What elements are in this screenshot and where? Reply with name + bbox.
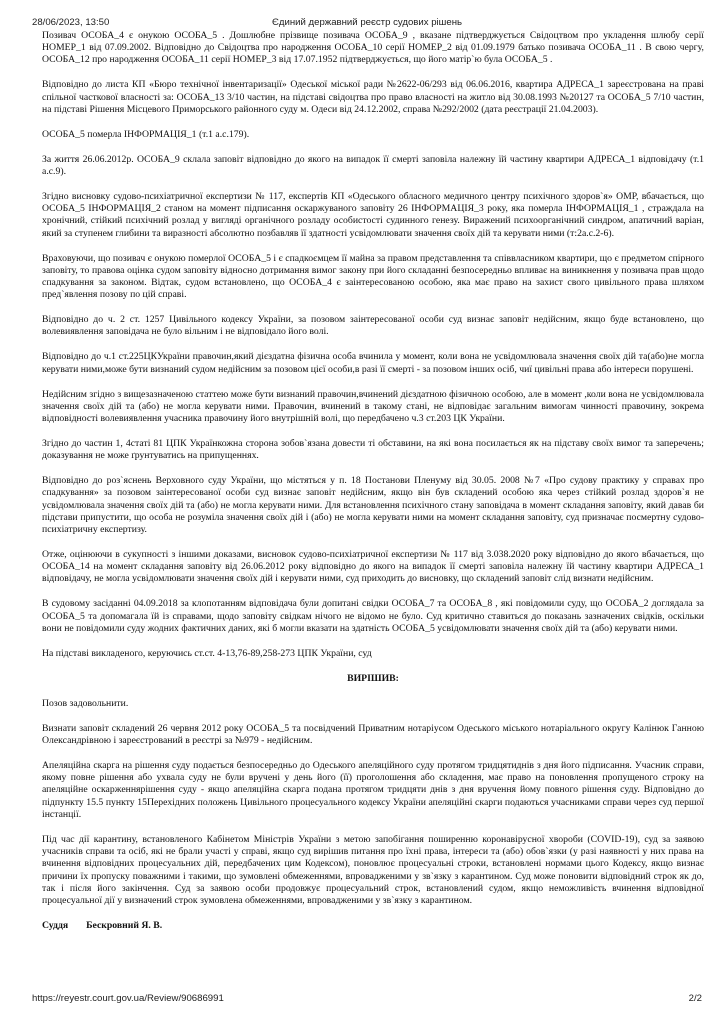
registry-title: Єдиний державний реєстр судових рішень <box>271 17 462 28</box>
paragraph: На підставі викладеного, керуючись ст.ст. 4-13,76-89,258-273 ЦПК України, суд <box>42 647 372 659</box>
page-header <box>32 17 702 29</box>
decision-paragraph: Позов задовольнити. <box>42 697 129 709</box>
paragraph: За життя 26.06.2012р. ОСОБА_9 склала заповіт відповідно до якого на випадок її смерті заповіла належну їй частину квартири АДРЕСА_1 відповідачу (т.1 а.с.9). <box>42 153 704 178</box>
paragraph: Враховуючи, що позивач є онукою померлої ОСОБА_5 і є спадкоємцем її майна за правом представлення та співвласником квартири, що є предметом спірного заповіту, то правова оцінка судом заповіту відносно дотримання вимог закону при його складанні безпосередньо впливає на виникнення у позивача прав щодо спадкування за законом. Відтак, судом встановлено, що ОСОБА_4 є заінтересованою особою, яка має право на захист свого цивільного права шляхом пред`явлення позову по цій справі. <box>42 252 704 301</box>
paragraph: Згідно до частин 1, 4статі 81 ЦПК Українкожна сторона зобов`язана довести ті обставини, на які вона посилається як на підставу своїх вимог та заперечень; доказування не може ґрунтуватись на припущеннях. <box>42 438 704 462</box>
decision-paragraph: Під час дії карантину, встановленого Кабінетом Міністрів України з метою запобігання поширенню коронавірусної хвороби (COVID-19), суд за заявою учасників справи та осіб, які не брали участі у справі, якщо суд вирішив питання про їхні права, інтереси та (або) обов`язки (у разі наявності у них права на вчинення відповідних процесуальних дій, передбачених цим Кодексом), поновлює процесуальні строки, встановлені нормами цього Кодексу, якщо визнає причини їх пропуску поважними і такими, що зумовлені обмеженнями, впровадженими у зв`язку з карантином. Суд може поновити відповідний строк як до, так і після його закінчення. Суд за заявою особи продовжує процесуальний строк, встановлений судом, якщо неможливість вчинення відповідної процесуальної дії у визначений строк зумовлена обмеженнями, впровадженими у зв`язку з карантином. <box>42 833 704 906</box>
page-footer <box>32 993 702 1005</box>
paragraph: Отже, оцінюючи в сукупності з іншими доказами, висновок судово-психіатричної експертизи № 117 від 3.038.2020 року відповідно до якого вбачається, що ОСОБА_14 на момент складання заповіту від 26.06.2012 року відповідно до якого на випадок її смерті заповіла належну їй частину квартири АДРЕСА_1 відповідачу, не могла усвідомлювати значення своїх дій і керувати ними, суд приходить до висновку, що складений заповіт слід визнати недійсним. <box>42 549 704 585</box>
decision-heading: ВИРІШИВ: <box>347 672 399 684</box>
paragraph: Відповідно до ч.1 ст.225ЦКУкраїни правочин,який дієздатна фізична особа вчинила у момент, коли вона не усвідомлювала значення своїх дій та(або)не могла керувати ними,може бути визнаний судом недійсним за позовом цієї особи,в разі її смерті - за позовом інших осіб, чиї цивільні права або інтереси порушені. <box>42 351 704 375</box>
judge-name: Бескровний Я. В. <box>86 919 163 931</box>
paragraph: В судовому засіданні 04.09.2018 за клопотанням відповідача були допитані свідки ОСОБА_7 та ОСОБА_8 , які повідомили суду, що ОСОБА_2 доглядала за ОСОБА_5 та допомагала їй із справами, щодо заповіту свідкам нічого не відомо не було. Суд критично ставиться до показань зазначених свідків, оскільки вони не повідомили суду жодних фактичних даних, які б могли вказати на здатність ОСОБА_5 усвідомлювати значення своїх дій та (або) керувати ними. <box>42 598 704 634</box>
paragraph: Відповідно до роз`яснень Верховного суду України, що містяться у п. 18 Постанови Пленуму від 30.05. 2008 №7 «Про судову практику у справах про спадкування» за позовом заінтересованої особи суд визнає заповіт недійсним, якщо він був складений особою яка через стійкий розлад здоров`я не усвідомлювала значення своїх дій та (або) не могла керувати ними. Для встановлення психічного стану заповідача в момент складання заповіту, який давав би підстави припустити, що особа не розуміла значення своїх дій і (або) не могла керувати ними на момент складання заповіту, суд призначає посмертну судово-психіатричну експертизу. <box>42 475 704 536</box>
paragraph: Позивач ОСОБА_4 є онукою ОСОБА_5 . Дошлюбне прізвище позивача ОСОБА_9 , вказане підтверджується Свідоцтвом про укладення шлюбу серії НОМЕР_1 від 07.09.2002. Відповідно до Свідоцтва про народження ОСОБА_10 серії НОМЕР_2 від 01.09.1979 батько позивача ОСОБА_11 . В свою чергу, ОСОБА_12 про народження ОСОБА_11 серії НОМЕР_3 від 17.07.1952 підтверджується, що його матір`ю була ОСОБА_5 . <box>42 30 704 66</box>
paragraph: ОСОБА_5 померла ІНФОРМАЦІЯ_1 (т.1 а.с.179). <box>42 128 250 140</box>
document-url[interactable]: https://reyestr.court.gov.ua/Review/90686991 <box>32 993 224 1004</box>
paragraph: Згідно висновку судово-психіатричної експертизи № 117, експертів КП «Одеського обласного медичного центру психічного здоров`я» ОМР, вбачається, що ОСОБА_5 ІНФОРМАЦІЯ_2 станом на момент підписання оскаржуваного заповіту 26 ІНФОРМАЦІЯ_3 року, яка померла ІНФОРМАЦІЯ_1 , страждала на хронічний, стійкий психічний розлад у вигляді органічного розладу особистості судинного генезу. Виражений психоорганічний синдром, апатичний варіан, який за ступенем глибини та виразності абсолютно позбавляв її здатності усвідомлювати значення своїх дій та керувати ними (т:2а.с.2-6). <box>42 191 704 239</box>
paragraph: Недійсним згідно з вищезазначеною статтею може бути визнаний правочин,вчинений дієздатною фізичною особою, але в момент ,коли вона не усвідомлювала значення своїх дій та (або) не могла керувати ними. Правочин, вчинений в такому стані, не відповідає загальним вимогам чинності правочину, зокрема відповідності волевиявлення учасника правочину його внутрішній волі, що передбачено ч.3 ст.203 ЦК України. <box>42 388 704 425</box>
decision-paragraph: Апеляційна скарга на рішення суду подається безпосередньо до Одеського апеляційного суду протягом тридцятиднів з дня його підписання. Учасник справи, якому повне рішення або ухвала суду не були вручені у день його (її) проголошення або складення, має право на поновлення пропущеного строку на апеляційне оскарженнярішення суду - якщо апеляційна скарга подана протягом тридцяти днів з дня вручення йому повного рішення суду. Відповідно до підпункту 15.5 пункту 15Перехідних положень Цивільного процесуального кодексу України апеляційні скарги подаються учасниками справи через суд першої інстанції. <box>42 760 704 820</box>
print-datetime: 28/06/2023, 13:50 <box>32 17 110 28</box>
page-number: 2/2 <box>688 993 702 1004</box>
document-body <box>42 30 704 945</box>
judge-role: Суддя <box>42 919 69 931</box>
paragraph: Відповідно до листа КП «Бюро технічної інвентаризації» Одеської міської ради №2622-06/293 від 06.06.2016, квартира АДРЕСА_1 зареєстрована на праві спільної часткової власності за: ОСОБА_13 3/10 частин, на підставі свідоцтва про право власності на житло від 30.08.1993 №20127 та ОСОБА_5 7/10 частин, на підставі Рішення Місцевого Приморського районного суду м. Одеси від 24.12.2002, справа №292/2002 (дата реєстрації 21.04.2003). <box>42 79 704 115</box>
paragraph: Відповідно до ч. 2 ст. 1257 Цивільного кодексу України, за позовом заінтересованої особи суд визнає заповіт недійсним, якщо буде встановлено, що волевиявлення заповідача не було вільним і не відповідало його волі. <box>42 314 704 338</box>
judge-signature <box>42 920 704 932</box>
decision-paragraph: Визнати заповіт складений 26 червня 2012 року ОСОБА_5 та посвідчений Приватним нотаріусом Одеського міського нотаріального округу Калінюк Ганною Олександрівною і зареєстрований в реєстрі за №979 - недійсним. <box>42 722 704 747</box>
